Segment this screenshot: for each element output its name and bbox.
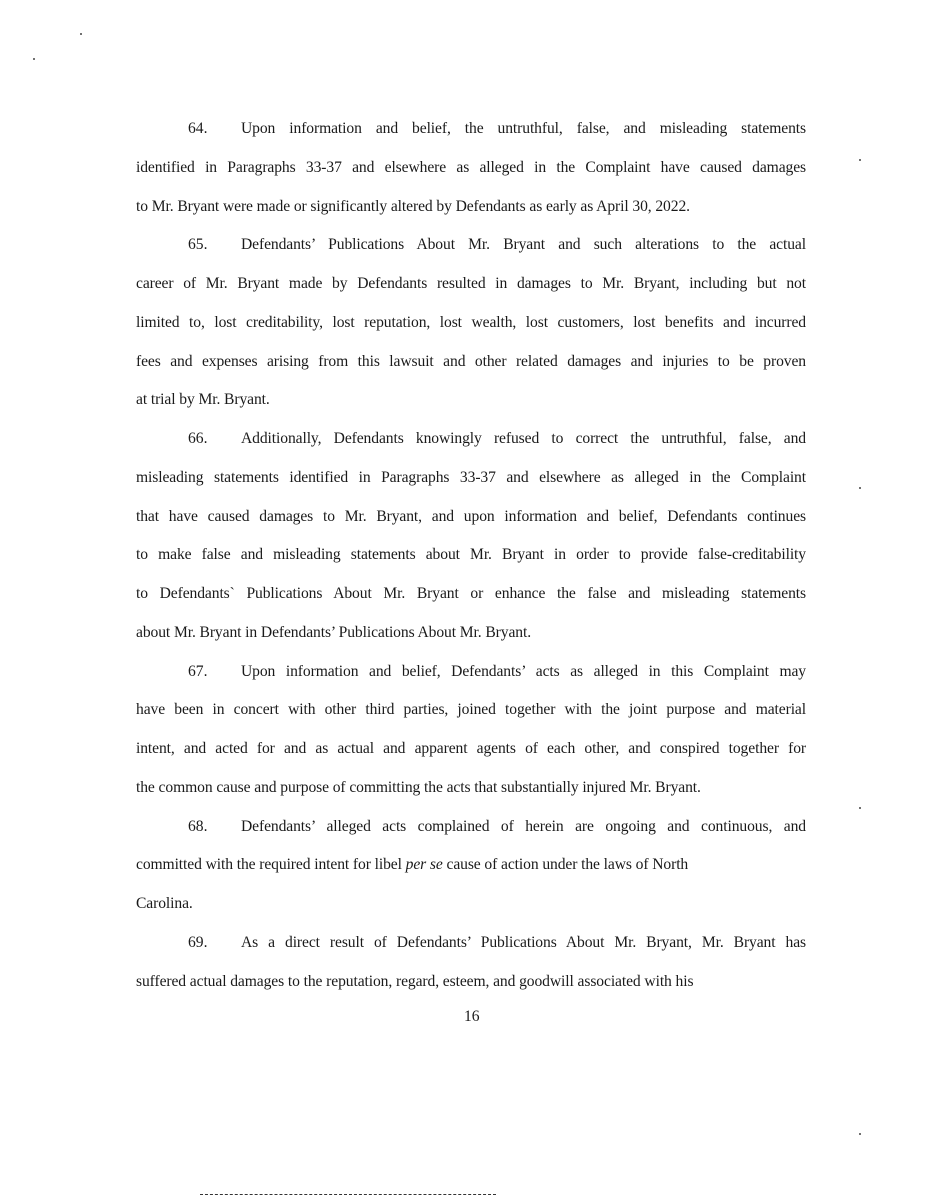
scan-speck: [859, 807, 861, 809]
scan-speck: [859, 1133, 861, 1135]
paragraph-number: 65.: [188, 236, 208, 254]
line-text: committed with the required intent for libel: [136, 856, 406, 874]
paragraph-number: 69.: [188, 933, 208, 951]
paragraph-line: Carolina.: [136, 895, 193, 912]
paragraph-line: have been in concert with other third parties, joined together with the joint purpose and material: [136, 701, 806, 719]
paragraph-line: that have caused damages to Mr. Bryant, and upon information and belief, Defendants continues: [136, 507, 806, 525]
scan-speck: [33, 58, 35, 60]
scan-edge-line: [200, 1194, 496, 1195]
paragraph-line: fees and expenses arising from this lawsuit and other related damages and injuries to be proven: [136, 352, 806, 370]
paragraph-line: career of Mr. Bryant made by Defendants resulted in damages to Mr. Bryant, including but not: [136, 275, 806, 292]
scan-speck: [859, 487, 861, 489]
paragraph-line: Upon information and belief, the untruthful, false, and misleading statements: [241, 120, 806, 137]
paragraph-number: 67.: [188, 662, 208, 680]
paragraph-line: about Mr. Bryant in Defendants’ Publications About Mr. Bryant.: [136, 623, 532, 641]
paragraph-line: misleading statements identified in Paragraphs 33-37 and elsewhere as alleged in the Complaint: [136, 468, 806, 486]
paragraph-number: 66.: [188, 430, 208, 447]
italic-term: per se: [405, 856, 443, 874]
paragraph-line: Defendants’ Publications About Mr. Bryant and such alterations to the actual: [241, 236, 806, 254]
line-text: cause of action under the laws of North: [442, 856, 689, 874]
paragraph-line: to make false and misleading statements about Mr. Bryant in order to provide false-creditability: [136, 546, 806, 564]
paragraph-line: identified in Paragraphs 33-37 and elsewhere as alleged in the Complaint have caused damages: [136, 158, 806, 176]
paragraph-line: Defendants’ alleged acts complained of herein are ongoing and continuous, and: [241, 817, 806, 835]
page-number: 16: [464, 1008, 480, 1025]
paragraph-number: 68.: [188, 817, 208, 835]
paragraph-line: intent, and acted for and as actual and apparent agents of each other, and conspired together for: [136, 740, 806, 757]
paragraph-line: Additionally, Defendants knowingly refused to correct the untruthful, false, and: [241, 430, 806, 447]
paragraph-line: Upon information and belief, Defendants’ acts as alleged in this Complaint may: [241, 662, 806, 680]
paragraph-line: the common cause and purpose of committing the acts that substantially injured Mr. Bryant.: [136, 778, 701, 796]
scan-speck: [80, 33, 82, 35]
paragraph-line: to Defendants` Publications About Mr. Bryant or enhance the false and misleading statements: [136, 585, 806, 602]
paragraph-line: at trial by Mr. Bryant.: [136, 391, 270, 409]
paragraph-line: suffered actual damages to the reputation, regard, esteem, and goodwill associated with his: [136, 972, 694, 990]
scan-speck: [859, 159, 861, 161]
paragraph-line: [136, 855, 806, 875]
paragraph-line: As a direct result of Defendants’ Publications About Mr. Bryant, Mr. Bryant has: [241, 933, 806, 951]
paragraph-line: limited to, lost creditability, lost reputation, lost wealth, lost customers, lost benefits and incurred: [136, 313, 806, 331]
paragraph-line: to Mr. Bryant were made or significantly altered by Defendants as early as April 30, 2022.: [136, 197, 690, 215]
paragraph-number: 64.: [188, 120, 208, 137]
